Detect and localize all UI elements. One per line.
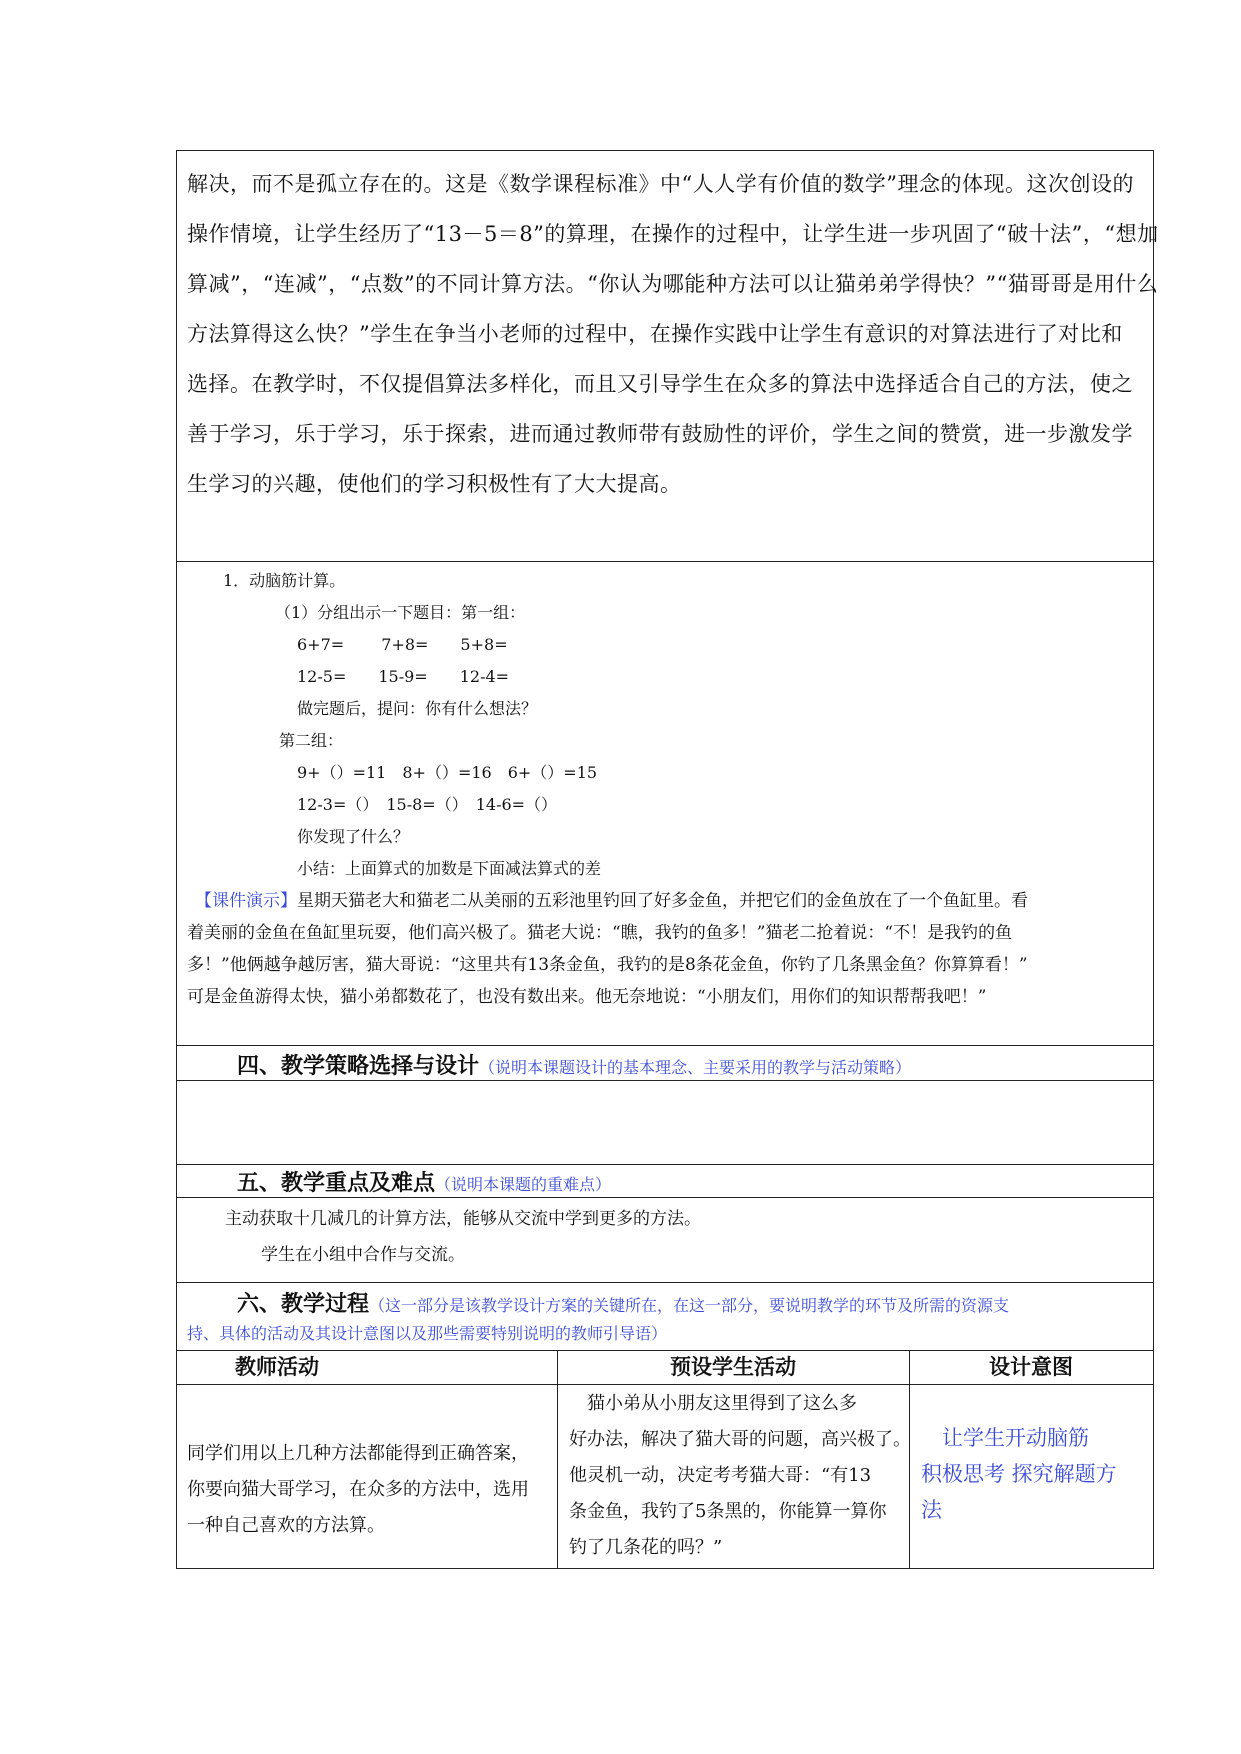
cell-line: 猫小弟从小朋友这里得到了这么多 — [569, 1393, 857, 1414]
summary-text: 小结：上面算式的加数是下面减法算式的差 — [297, 859, 602, 878]
section-heading-strategy — [237, 1049, 911, 1080]
item-title: 1．动脑筋计算。 — [223, 571, 346, 590]
header-student-activity: 预设学生活动 — [670, 1354, 796, 1379]
cell-line: 法 — [921, 1498, 942, 1522]
cell-line: 让学生开动脑筋 — [921, 1426, 1089, 1450]
design-intent-cell — [921, 1420, 1117, 1528]
heading-note-continued: 持、具体的活动及其设计意图以及那些需要特别说明的教师引导语） — [187, 1324, 668, 1343]
text-line: 操作情境，让学生经历了“13－5＝8”的算理，在操作的过程中，让学生进一步巩固了“破十法”，“想加 — [187, 222, 1159, 246]
heading-text: 五、教学重点及难点 — [237, 1170, 436, 1196]
courseware-tag: 【课件演示】 — [195, 891, 297, 911]
text-line: 解决，而不是孤立存在的。这是《数学课程标准》中“人人学有价值的数学”理念的体现。这次创设的 — [187, 172, 1134, 196]
courseware-line: 可是金鱼游得太快，猫小弟都数花了，也没有数出来。他无奈地说：“小朋友们，用你们的知识帮帮我吧！” — [187, 987, 987, 1007]
cell-line: 他灵机一动，决定考考猫大哥：“有13 — [569, 1465, 872, 1486]
row-divider — [177, 1080, 1153, 1081]
cell-line: 好办法，解决了猫大哥的问题，高兴极了。 — [569, 1429, 911, 1450]
text-line: 方法算得这么快？”学生在争当小老师的过程中，在操作实践中让学生有意识的对算法进行了对比和 — [187, 322, 1123, 346]
text-line: 算减”，“连减”，“点数”的不同计算方法。“你认为哪能种方法可以让猫弟弟学得快？”“猫哥哥是用什么 — [187, 272, 1159, 296]
heading-note: （说明本课题的重难点） — [435, 1175, 612, 1194]
text-line: 选择。在教学时，不仅提倡算法多样化，而且又引导学生在众多的算法中选择适合自己的方法，使之 — [187, 372, 1133, 396]
lesson-plan-table — [176, 150, 1159, 1569]
equation-row: 12-3=（） 15-8=（） 14-6=（） — [297, 795, 558, 814]
reflection-paragraph — [187, 159, 1159, 509]
text-line: 善于学习，乐于学习，乐于探索，进而通过教师带有鼓励性的评价，学生之间的赞赏，进一步激发学 — [187, 422, 1133, 446]
sub-item: （1）分组出示一下题目：第一组： — [275, 603, 526, 622]
header-design-intent: 设计意图 — [989, 1354, 1073, 1379]
row-divider — [177, 561, 1153, 562]
row-divider — [177, 1164, 1153, 1165]
key-point-text: 主动获取十几减几的计算方法，能够从交流中学到更多的方法。 — [225, 1209, 701, 1229]
heading-note: （这一部分是该教学设计方案的关键所在，在这一部分，要说明教学的环节及所需的资源支 — [369, 1296, 1010, 1315]
equation-row: 12-5= 15-9= 12-4= — [297, 667, 510, 686]
row-divider — [177, 1197, 1153, 1198]
courseware-line — [195, 885, 1028, 917]
student-activity-cell — [569, 1386, 911, 1566]
heading-note: （说明本课题设计的基本理念、主要采用的教学与活动策略） — [479, 1058, 912, 1077]
cell-line: 钓了几条花的吗？” — [569, 1537, 723, 1558]
equation-row: 6+7= 7+8= 5+8= — [297, 635, 508, 654]
header-teacher-activity: 教师活动 — [235, 1354, 319, 1379]
question-text: 你发现了什么？ — [297, 827, 410, 846]
heading-text: 四、教学策略选择与设计 — [237, 1053, 480, 1079]
teacher-activity-cell — [187, 1436, 529, 1544]
cell-line: 积极思考 探究解题方 — [921, 1462, 1117, 1486]
courseware-line: 着美丽的金鱼在鱼缸里玩耍，他们高兴极了。猫老大说：“瞧，我钓的鱼多！”猫老二抢着说：“不！是我钓的鱼 — [187, 923, 1013, 943]
process-table — [177, 1350, 1153, 1568]
group-title: 第二组： — [279, 731, 344, 750]
text-line: 生学习的兴趣，使他们的学习积极性有了大大提高。 — [187, 472, 682, 496]
equation-row: 9+（）=11 8+（）=16 6+（）=15 — [297, 763, 598, 782]
courseware-line: 多！”他俩越争越厉害，猫大哥说：“这里共有13条金鱼，我钓的是8条花金鱼，你钓了几条黑金鱼？你算算看！” — [187, 955, 1028, 975]
row-divider — [177, 1045, 1153, 1046]
question-text: 做完题后，提问：你有什么想法？ — [297, 699, 538, 718]
heading-text: 六、教学过程 — [237, 1291, 370, 1317]
section-heading-process — [237, 1287, 1009, 1318]
difficulty-text: 学生在小组中合作与交流。 — [261, 1245, 465, 1265]
header-divider — [177, 1384, 1153, 1385]
cell-line: 条金鱼，我钓了5条黑的，你能算一算你 — [569, 1501, 887, 1522]
cell-line: 一种自己喜欢的方法算。 — [187, 1515, 385, 1536]
cell-line: 同学们用以上几种方法都能得到正确答案， — [187, 1443, 529, 1464]
courseware-text: 星期天猫老大和猫老二从美丽的五彩池里钓回了好多金鱼，并把它们的金鱼放在了一个鱼缸里。看 — [297, 891, 1028, 911]
section-heading-key-points — [237, 1166, 611, 1197]
row-divider — [177, 1282, 1153, 1283]
cell-line: 你要向猫大哥学习，在众多的方法中，选用 — [187, 1479, 529, 1500]
